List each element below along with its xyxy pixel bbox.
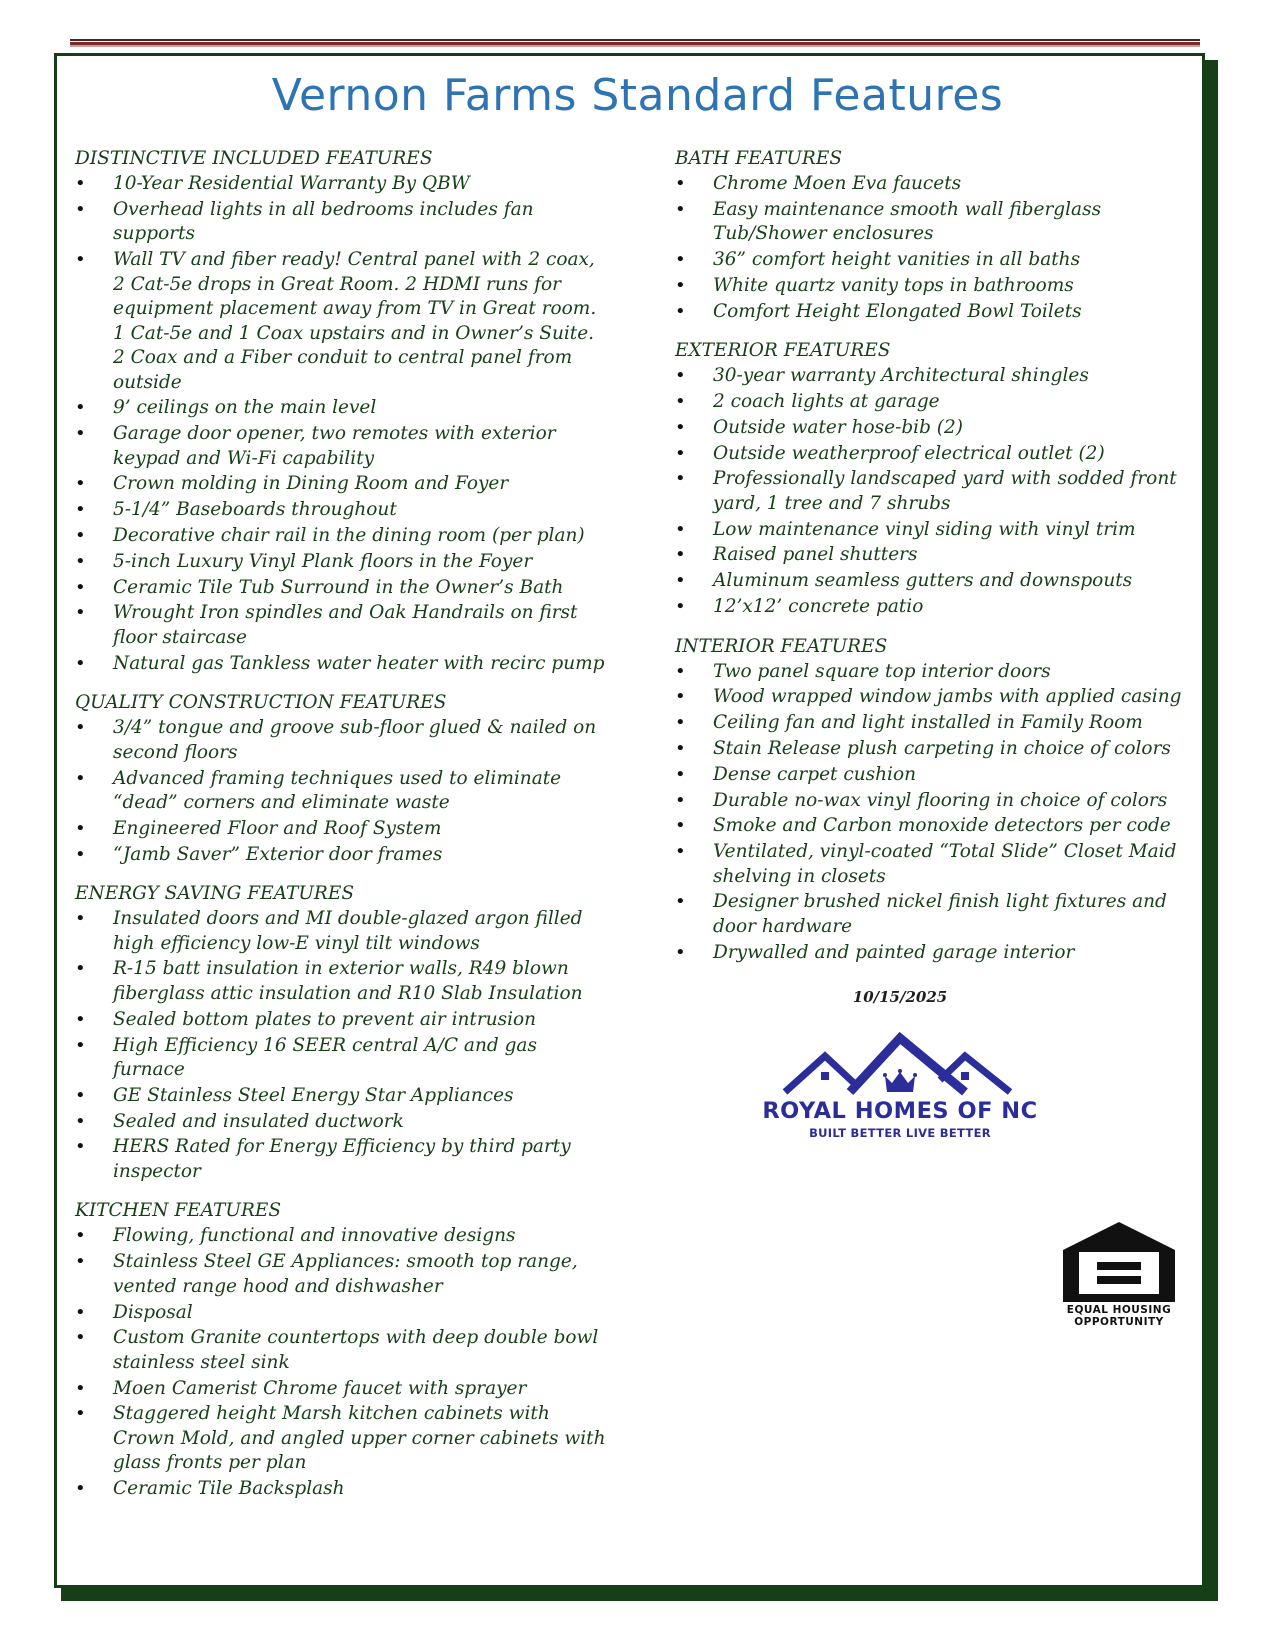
feature-item: • Comfort Height Elongated Bowl Toilets [675,300,1210,325]
section-kitchen-features [75,1198,610,1501]
feature-item: • 5-1/4” Baseboards throughout [75,498,610,523]
house-roofs-crown-logo-icon [775,1028,1025,1096]
feature-list [75,1224,610,1501]
brand-tagline: BUILT BETTER LIVE BETTER [809,1126,991,1140]
equal-housing-line2: OPPORTUNITY [1074,1316,1164,1328]
feature-item: • Insulated doors and MI double-glazed argon filled high efficiency low-E vinyl tilt windows [75,907,610,956]
brand-name: ROYAL HOMES OF NC [762,1098,1038,1124]
feature-list [75,716,610,867]
feature-item: • Garage door opener, two remotes with exterior keypad and Wi-Fi capability [75,422,610,471]
feature-item: • High Efficiency 16 SEER central A/C and gas furnace [75,1034,610,1083]
feature-item: • Disposal [75,1301,610,1326]
feature-item: • Sealed bottom plates to prevent air intrusion [75,1008,610,1033]
feature-item: • Crown molding in Dining Room and Foyer [75,472,610,497]
feature-item: • GE Stainless Steel Energy Star Appliances [75,1084,610,1109]
feature-item: • “Jamb Saver” Exterior door frames [75,843,610,868]
feature-item: • Wall TV and fiber ready! Central panel with 2 coax, 2 Cat-5e drops in Great Room. 2 HDMI runs for equipment placement away from TV in Great room. 1 Cat-5e and 1 Coax upstairs and in Owner’s Suite. 2 Coax and a Fiber conduit to central panel from outside [75,248,610,395]
section-heading: ENERGY SAVING FEATURES [75,883,355,905]
feature-item: • Custom Granite countertops with deep double bowl stainless steel sink [75,1326,610,1375]
feature-item: • Ventilated, vinyl-coated “Total Slide” Closet Maid shelving in closets [675,840,1210,889]
feature-item: • 30-year warranty Architectural shingles [675,364,1210,389]
section-heading: KITCHEN FEATURES [75,1200,282,1222]
feature-item: • Stain Release plush carpeting in choice of colors [675,737,1210,762]
feature-item: • Chrome Moen Eva faucets [675,172,1210,197]
equal-housing-badge [1063,1222,1175,1332]
feature-item: • Outside weatherproof electrical outlet (2) [675,442,1210,467]
feature-item: • Ceramic Tile Backsplash [75,1477,610,1502]
feature-item: • Advanced framing techniques used to eliminate “dead” corners and eliminate waste [75,767,610,816]
feature-item: • 12’x12’ concrete patio [675,595,1210,620]
left-column [75,146,610,1516]
feature-item: • Smoke and Carbon monoxide detectors per code [675,814,1210,839]
section-exterior-features [675,338,1210,619]
feature-item: • Designer brushed nickel finish light fixtures and door hardware [675,890,1210,939]
feature-item: • Aluminum seamless gutters and downspouts [675,569,1210,594]
feature-item: • 5-inch Luxury Vinyl Plank floors in the Foyer [75,550,610,575]
section-heading: EXTERIOR FEATURES [675,340,891,362]
feature-item: • Flowing, functional and innovative designs [75,1224,610,1249]
section-interior-features [675,634,1210,966]
feature-item: • Easy maintenance smooth wall fiberglass Tub/Shower enclosures [675,198,1210,247]
feature-item: • Moen Camerist Chrome faucet with sprayer [75,1377,610,1402]
feature-item: • Engineered Floor and Roof System [75,817,610,842]
section-bath-features [675,146,1210,324]
feature-item: • Overhead lights in all bedrooms includes fan supports [75,198,610,247]
right-column [675,146,1210,979]
feature-list [75,172,610,676]
section-quality-construction-features [75,690,610,867]
section-heading: DISTINCTIVE INCLUDED FEATURES [75,148,433,169]
royal-homes-logo [740,1028,1060,1148]
feature-item: • Wood wrapped window jambs with applied casing [675,685,1210,710]
feature-item: • 10-Year Residential Warranty By QBW [75,172,610,197]
feature-item: • Ceramic Tile Tub Surround in the Owner’s Bath [75,576,610,601]
feature-list [75,907,610,1184]
feature-item: • R-15 batt insulation in exterior walls, R49 blown fiberglass attic insulation and R10 Slab Insulation [75,957,610,1006]
section-energy-saving-features [75,881,610,1184]
feature-item: • HERS Rated for Energy Efficiency by third party inspector [75,1135,610,1184]
feature-item: • Drywalled and painted garage interior [675,941,1210,966]
feature-item: • White quartz vanity tops in bathrooms [675,274,1210,299]
section-heading: INTERIOR FEATURES [675,635,888,657]
feature-list [675,364,1210,619]
feature-list [675,660,1210,966]
feature-item: • Raised panel shutters [675,543,1210,568]
document-date: 10/15/2025 [852,988,948,1006]
equal-housing-line1: EQUAL HOUSING [1066,1304,1172,1316]
feature-item: • Two panel square top interior doors [675,660,1210,685]
section-heading: BATH FEATURES [675,148,843,169]
feature-item: • 2 coach lights at garage [675,390,1210,415]
feature-item: • 3/4” tongue and groove sub-floor glued & nailed on second floors [75,716,610,765]
section-heading: QUALITY CONSTRUCTION FEATURES [75,692,447,714]
feature-item: • Natural gas Tankless water heater with recirc pump [75,652,610,677]
feature-item: • Stainless Steel GE Appliances: smooth top range, vented range hood and dishwasher [75,1250,610,1299]
feature-item: • 9’ ceilings on the main level [75,396,610,421]
feature-item: • Durable no-wax vinyl flooring in choice of colors [675,789,1210,814]
feature-item: • Wrought Iron spindles and Oak Handrails on first floor staircase [75,601,610,650]
feature-list [675,172,1210,324]
feature-item: • Dense carpet cushion [675,763,1210,788]
feature-item: • Outside water hose-bib (2) [675,416,1210,441]
top-rule [70,39,1200,47]
equal-housing-text [1063,1304,1175,1328]
feature-item: • Decorative chair rail in the dining room (per plan) [75,524,610,549]
feature-item: • Professionally landscaped yard with sodded front yard, 1 tree and 7 shrubs [675,467,1210,516]
feature-item: • Staggered height Marsh kitchen cabinets with Crown Mold, and angled upper corner cabinets with glass fronts per plan [75,1402,610,1476]
feature-item: • Sealed and insulated ductwork [75,1110,610,1135]
equal-housing-icon [1063,1222,1175,1302]
section-distinctive-included-features [75,146,610,676]
page-title: Vernon Farms Standard Features [271,70,1004,121]
feature-item: • 36” comfort height vanities in all baths [675,248,1210,273]
feature-item: • Low maintenance vinyl siding with vinyl trim [675,518,1210,543]
feature-item: • Ceiling fan and light installed in Family Room [675,711,1210,736]
